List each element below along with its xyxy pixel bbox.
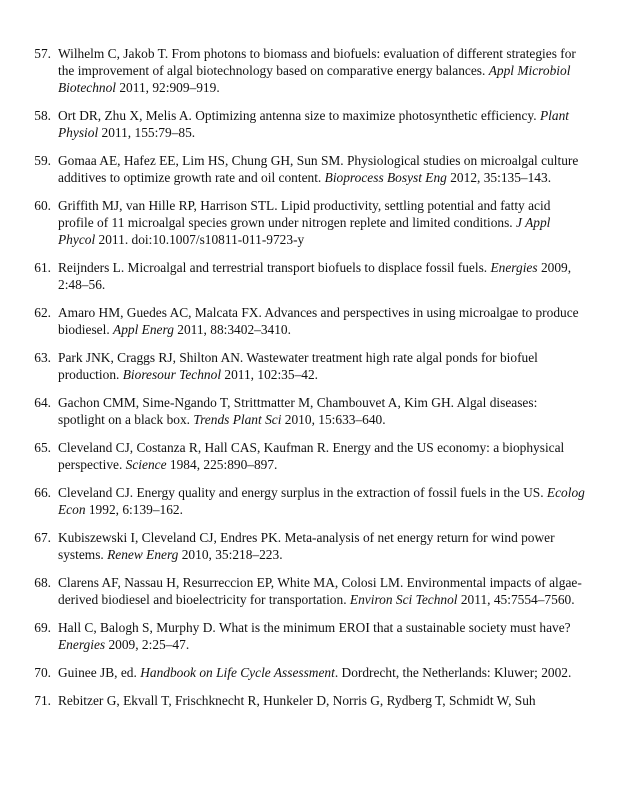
reference-number: 67. (34, 530, 51, 545)
reference-number: 65. (34, 440, 51, 455)
journal-name: Appl Energ (113, 322, 174, 337)
reference-text: Ort DR, Zhu X, Melis A. Optimizing antenna size to maximize photosynthetic efficiency. Plant Physiol 2011, 155:79–85. (58, 108, 569, 140)
reference-text: Kubiszewski I, Cleveland CJ, Endres PK. Meta-analysis of net energy return for wind power systems. Renew Energ 2010, 35:218–223. (58, 530, 555, 562)
reference-number: 59. (34, 153, 51, 168)
reference-item (0, 484, 617, 518)
journal-name: Science (125, 457, 167, 472)
reference-item (0, 304, 617, 338)
reference-item (0, 529, 617, 563)
reference-text: Hall C, Balogh S, Murphy D. What is the minimum EROI that a sustainable society must have? Energies 2009, 2:25–47. (58, 620, 571, 652)
reference-item (0, 107, 617, 141)
journal-name: Appl Microbiol Biotechnol (58, 63, 571, 95)
reference-number: 64. (34, 395, 51, 410)
reference-text: Park JNK, Craggs RJ, Shilton AN. Wastewater treatment high rate algal ponds for biofuel production. Bioresour Technol 2011, 102:35–42. (58, 350, 538, 382)
journal-name: Environ Sci Technol (349, 592, 458, 607)
journal-name: Plant Physiol (58, 108, 569, 140)
reference-text: Amaro HM, Guedes AC, Malcata FX. Advances and perspectives in using microalgae to produce biodiesel. Appl Energ 2011, 88:3402–3410. (58, 305, 579, 337)
reference-number: 71. (34, 693, 51, 708)
reference-number: 70. (34, 665, 51, 680)
reference-text: Gomaa AE, Hafez EE, Lim HS, Chung GH, Sun SM. Physiological studies on microalgal culture additives to optimize growth rate and oil content. Bioprocess Bosyst Eng 2012, 35:135–143. (58, 153, 579, 185)
journal-name: J Appl Phycol (58, 215, 551, 247)
reference-number: 61. (34, 260, 51, 275)
reference-text: Guinee JB, ed. Handbook on Life Cycle Assessment. Dordrecht, the Netherlands: Kluwer; 2002. (58, 665, 572, 680)
reference-text: Clarens AF, Nassau H, Resurreccion EP, White MA, Colosi LM. Environmental impacts of algae-derived biodiesel and bioelectricity for transportation. Environ Sci Technol 2011, 45:7554–7560. (58, 575, 582, 607)
reference-number: 66. (34, 485, 51, 500)
reference-item (0, 619, 617, 653)
reference-number: 62. (34, 305, 51, 320)
reference-number: 58. (34, 108, 51, 123)
reference-item (0, 45, 617, 96)
reference-item (0, 259, 617, 293)
journal-name: Trends Plant Sci (193, 412, 282, 427)
reference-item (0, 439, 617, 473)
reference-text: Griffith MJ, van Hille RP, Harrison STL. Lipid productivity, settling potential and fatty acid profile of 11 microalgal species grown under nitrogen replete and limited conditions. J Appl Phycol 2011. doi:10.1007/s10811-011-9723-y (58, 198, 551, 247)
journal-name: Energies (58, 637, 106, 652)
reference-item (0, 197, 617, 248)
reference-list (0, 45, 617, 720)
reference-number: 68. (34, 575, 51, 590)
reference-item (0, 349, 617, 383)
journal-name: Renew Energ (107, 547, 179, 562)
journal-name: Energies (490, 260, 538, 275)
journal-name: Ecolog Econ (58, 485, 585, 517)
reference-text: Wilhelm C, Jakob T. From photons to biomass and biofuels: evaluation of different strategies for the improvement of algal biotechnology based on comparative energy balances. Appl Microbiol Biotechnol 2011, 92:909–919. (58, 46, 576, 95)
reference-item (0, 152, 617, 186)
reference-text: Reijnders L. Microalgal and terrestrial transport biofuels to displace fossil fuels. Energies 2009, 2:48–56. (58, 260, 572, 292)
reference-item (0, 394, 617, 428)
reference-text: Cleveland CJ, Costanza R, Hall CAS, Kaufman R. Energy and the US economy: a biophysical perspective. Science 1984, 225:890–897. (58, 440, 565, 472)
reference-item (0, 574, 617, 608)
reference-number: 63. (34, 350, 51, 365)
reference-text: Gachon CMM, Sime-Ngando T, Strittmatter M, Chambouvet A, Kim GH. Algal diseases: spotlight on a black box. Trends Plant Sci 2010, 15:633–640. (58, 395, 538, 427)
reference-item (0, 692, 617, 709)
journal-name: Bioresour Technol (122, 367, 222, 382)
journal-name: Handbook on Life Cycle Assessment (140, 665, 335, 680)
reference-number: 69. (34, 620, 51, 635)
reference-number: 60. (34, 198, 51, 213)
reference-text: Rebitzer G, Ekvall T, Frischknecht R, Hunkeler D, Norris G, Rydberg T, Schmidt W, Suh (58, 693, 536, 708)
reference-number: 57. (34, 46, 51, 61)
reference-item (0, 664, 617, 681)
reference-text: Cleveland CJ. Energy quality and energy surplus in the extraction of fossil fuels in the US. Ecolog Econ 1992, 6:139–162. (58, 485, 585, 517)
journal-name: Bioprocess Bosyst Eng (324, 170, 447, 185)
